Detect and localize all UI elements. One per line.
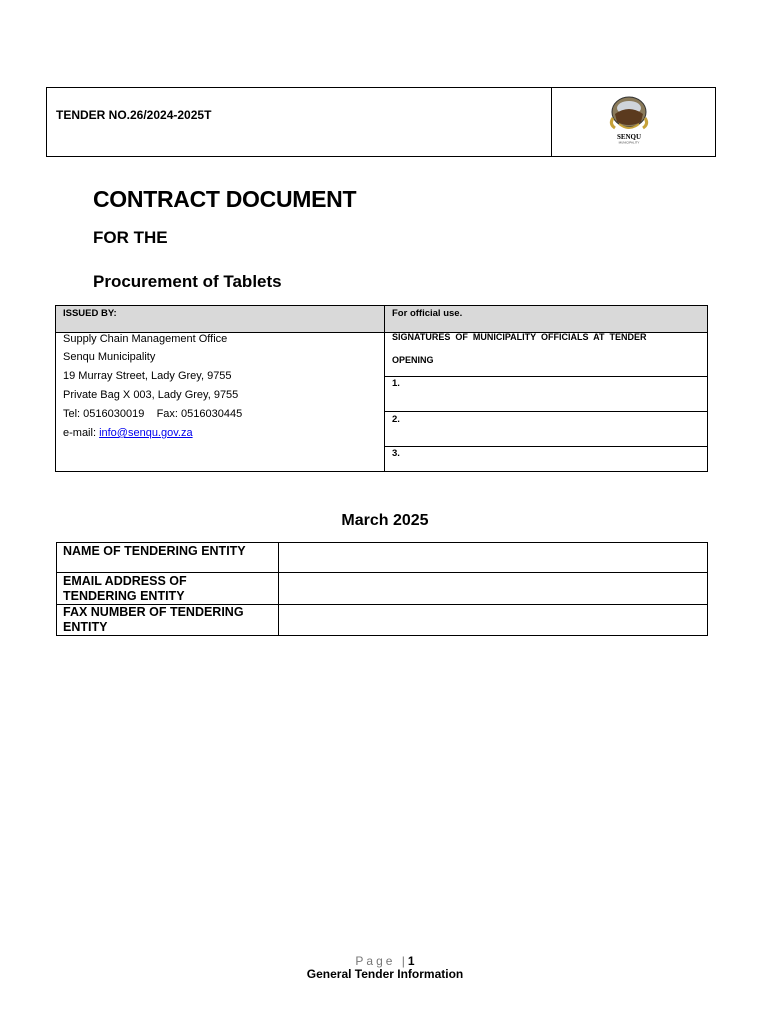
signature-slot-3: 3.	[392, 448, 400, 459]
phone-fax-line: Tel: 0516030019 Fax: 0516030445	[63, 408, 243, 420]
email-line	[63, 427, 193, 439]
municipality-logo	[605, 92, 653, 144]
address-line: 19 Murray Street, Lady Grey, 9755	[63, 370, 232, 382]
signatures-heading-cont: OPENING	[392, 355, 434, 365]
signature-slot-2: 2.	[392, 414, 400, 425]
header-divider	[551, 87, 552, 157]
logo-motto: MUNICIPALITY	[618, 140, 640, 144]
issued-by-label: ISSUED BY:	[63, 308, 117, 319]
entity-name-label: NAME OF TENDERING ENTITY	[63, 544, 246, 558]
document-title: CONTRACT DOCUMENT	[93, 186, 357, 212]
entity-fax-field[interactable]	[282, 608, 702, 632]
for-the-label: FOR THE	[93, 228, 168, 247]
email-label: e-mail:	[63, 427, 100, 439]
page-number: Page |1	[355, 954, 415, 968]
address-line: Senqu Municipality	[63, 351, 156, 363]
entity-email-field[interactable]	[282, 576, 702, 600]
address-line: Supply Chain Management Office	[63, 333, 228, 345]
table-divider	[278, 542, 279, 636]
logo-text: SENQU	[616, 133, 642, 141]
official-use-label: For official use.	[392, 308, 463, 319]
email-link[interactable]: info@senqu.gov.za	[99, 427, 193, 439]
document-date: March 2025	[341, 512, 429, 529]
signatures-heading: SIGNATURES OF MUNICIPALITY OFFICIALS AT TENDER	[392, 332, 647, 342]
entity-email-label: EMAIL ADDRESS OF TENDERING ENTITY	[63, 574, 187, 603]
table-divider	[385, 411, 708, 412]
signature-slot-1: 1.	[392, 378, 400, 389]
table-divider	[56, 572, 708, 573]
entity-fax-label: FAX NUMBER OF TENDERING ENTITY	[63, 605, 244, 634]
procurement-subject: Procurement of Tablets	[93, 272, 282, 291]
footer-section-title: General Tender Information	[306, 967, 464, 981]
tender-number: TENDER NO.26/2024-2025T	[56, 108, 212, 122]
table-divider	[385, 446, 708, 447]
address-line: Private Bag X 003, Lady Grey, 9755	[63, 389, 239, 401]
entity-name-field[interactable]	[282, 546, 702, 568]
table-divider	[385, 376, 708, 377]
